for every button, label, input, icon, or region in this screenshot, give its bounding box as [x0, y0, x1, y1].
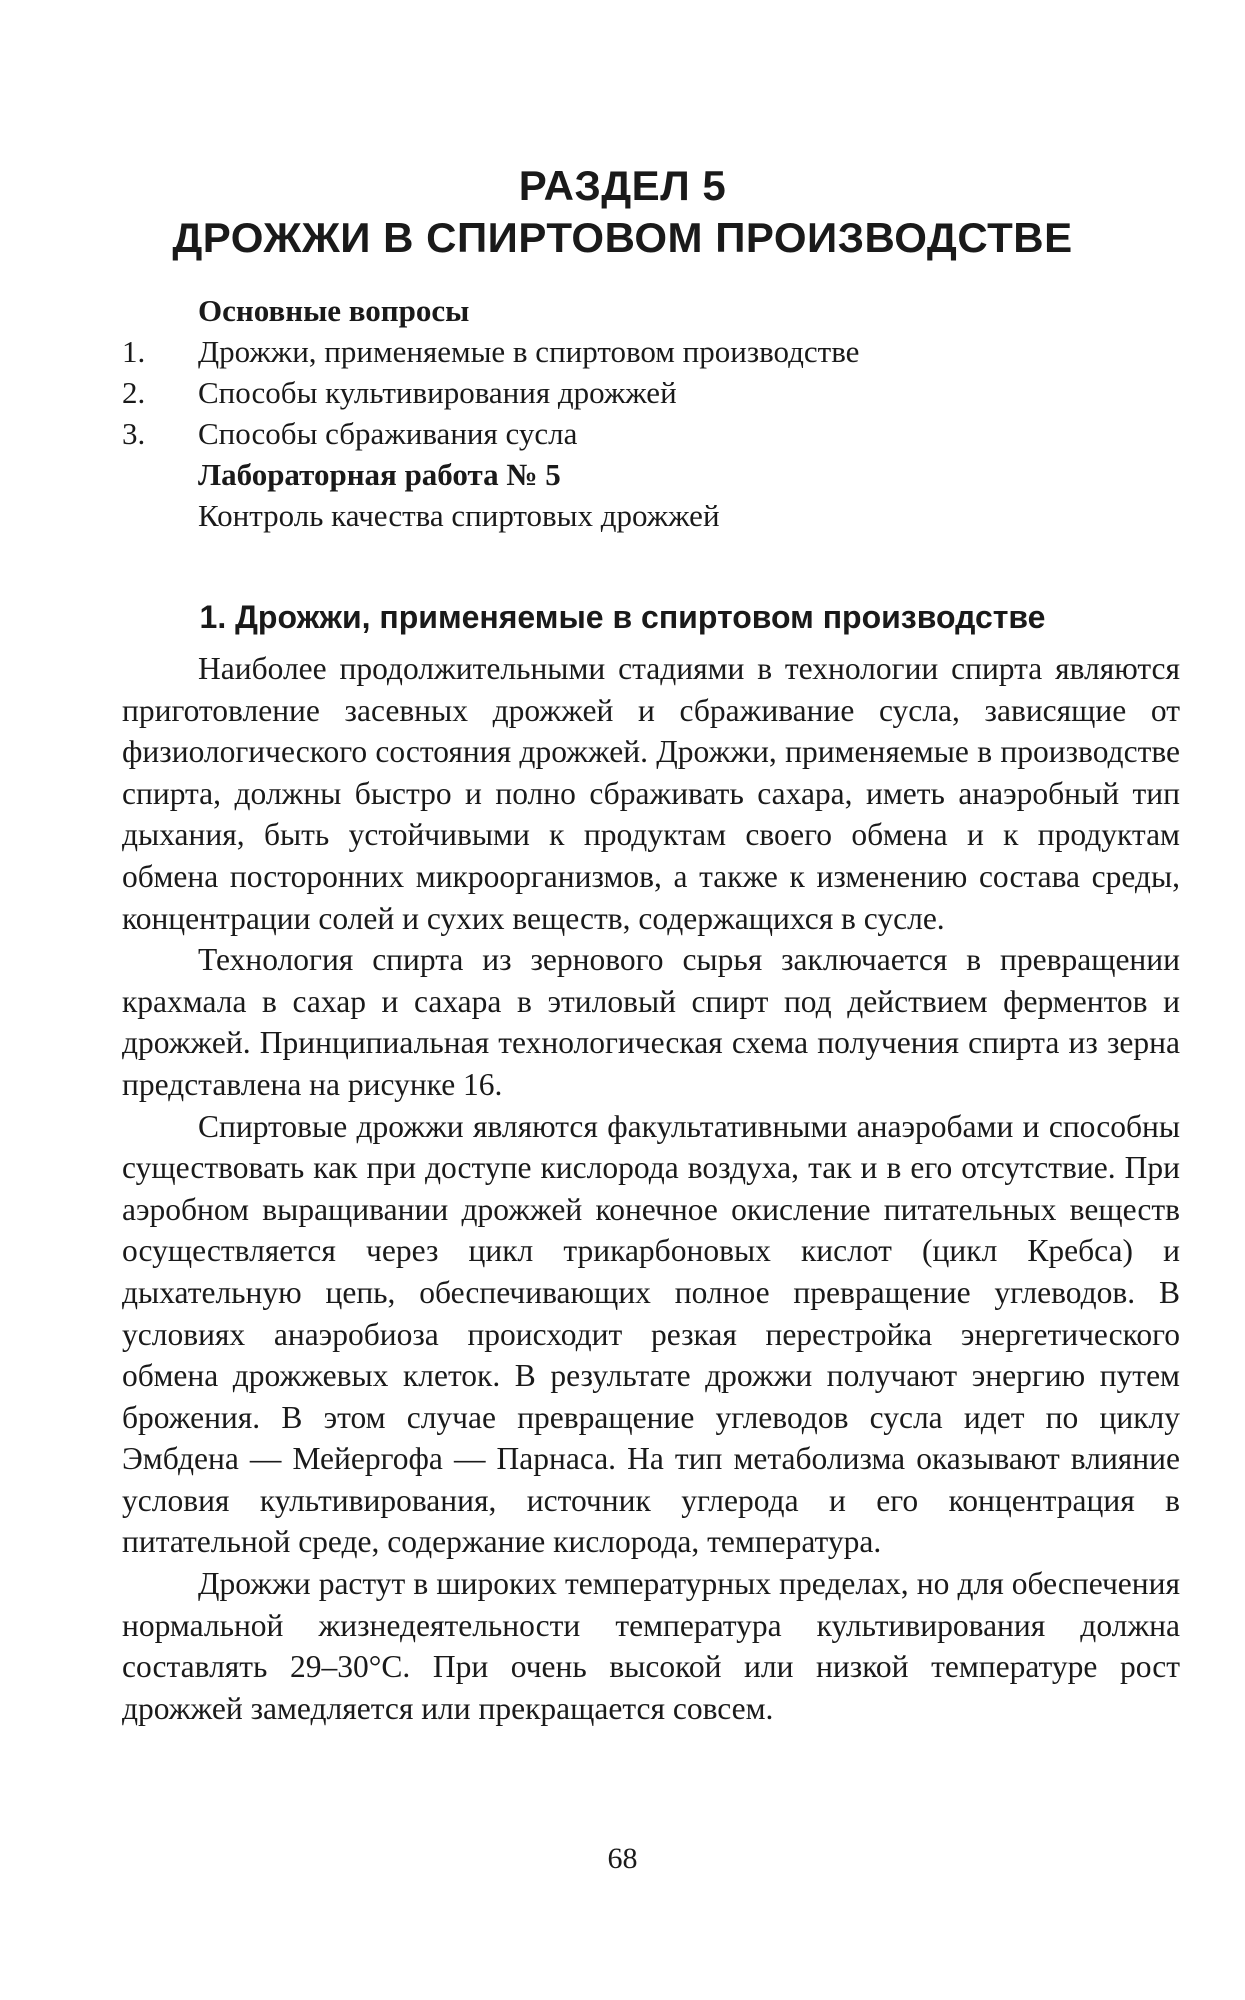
subsection-title: 1. Дрожжи, применяемые в спиртовом производстве — [199, 599, 1046, 635]
lab-work-title: Лабораторная работа № 5 — [198, 457, 561, 492]
paragraph: Наиболее продолжительными стадиями в технологии спирта являются приготовление засевных дрожжей и сбраживание сусла, зависящие от физиологического состояния дрожжей. Дрожжи, применяемые в производстве спирта, должны быстро и полно сбраживать сахара, иметь анаэробный тип дыхания, быть устойчивыми к продуктам своего обмена и к продуктам обмена посторонних микроорганизмов, а также к изменению состава среды, концентрации солей и сухих веществ, содержащихся в сусле. — [122, 651, 1180, 936]
question-item — [122, 331, 1122, 372]
question-text: Способы культивирования дрожжей — [198, 375, 677, 410]
lab-work-text: Контроль качества спиртовых дрожжей — [198, 498, 720, 533]
paragraph: Технология спирта из зернового сырья заключается в превращении крахмала в сахар и сахара в этиловый спирт под действием ферментов и дрожжей. Принципиальная технологическая схема получения спирта из зерна представлена на рисунке 16. — [122, 942, 1180, 1102]
page-number: 68 — [607, 1842, 638, 1875]
paragraph: Спиртовые дрожжи являются факультативными анаэробами и способны существовать как при доступе кислорода воздуха, так и в его отсутствие. При аэробном выращивании дрожжей конечное окисление питательных веществ осуществляется через цикл трикарбоновых кислот (цикл Кребса) и дыхательную цепь, обеспечивающих полное превращение углеводов. В условиях анаэробиоза происходит резкая перестройка энергетического обмена дрожжевых клеток. В результате дрожжи получают энергию путем брожения. В этом случае превращение углеводов сусла идет по циклу Эмбдена — Мейергофа — Парнаса. На тип метаболизма оказывают влияние условия культивирования, источник углерода и его концентрация в питательной среде, содержание кислорода, температура. — [122, 1108, 1180, 1560]
body-text — [122, 648, 1180, 1729]
question-text: Способы сбраживания сусла — [198, 416, 578, 451]
paragraph: Дрожжи растут в широких температурных пределах, но для обеспечения нормальной жизнедеятельности температура культивирования должна составлять 29–30°С. При очень высокой или низкой температуре рост дрожжей замедляется или прекращается совсем. — [122, 1566, 1180, 1726]
question-item — [122, 372, 1122, 413]
question-number: 1. — [122, 334, 146, 369]
question-item — [122, 413, 1122, 454]
section-label: РАЗДЕЛ 5 — [518, 162, 727, 209]
section-title: ДРОЖЖИ В СПИРТОВОМ ПРОИЗВОДСТВЕ — [172, 214, 1073, 261]
question-number: 2. — [122, 375, 146, 410]
questions-heading: Основные вопросы — [198, 293, 470, 328]
question-number: 3. — [122, 416, 146, 451]
question-text: Дрожжи, применяемые в спиртовом производстве — [198, 334, 860, 369]
questions-block — [122, 290, 1122, 536]
